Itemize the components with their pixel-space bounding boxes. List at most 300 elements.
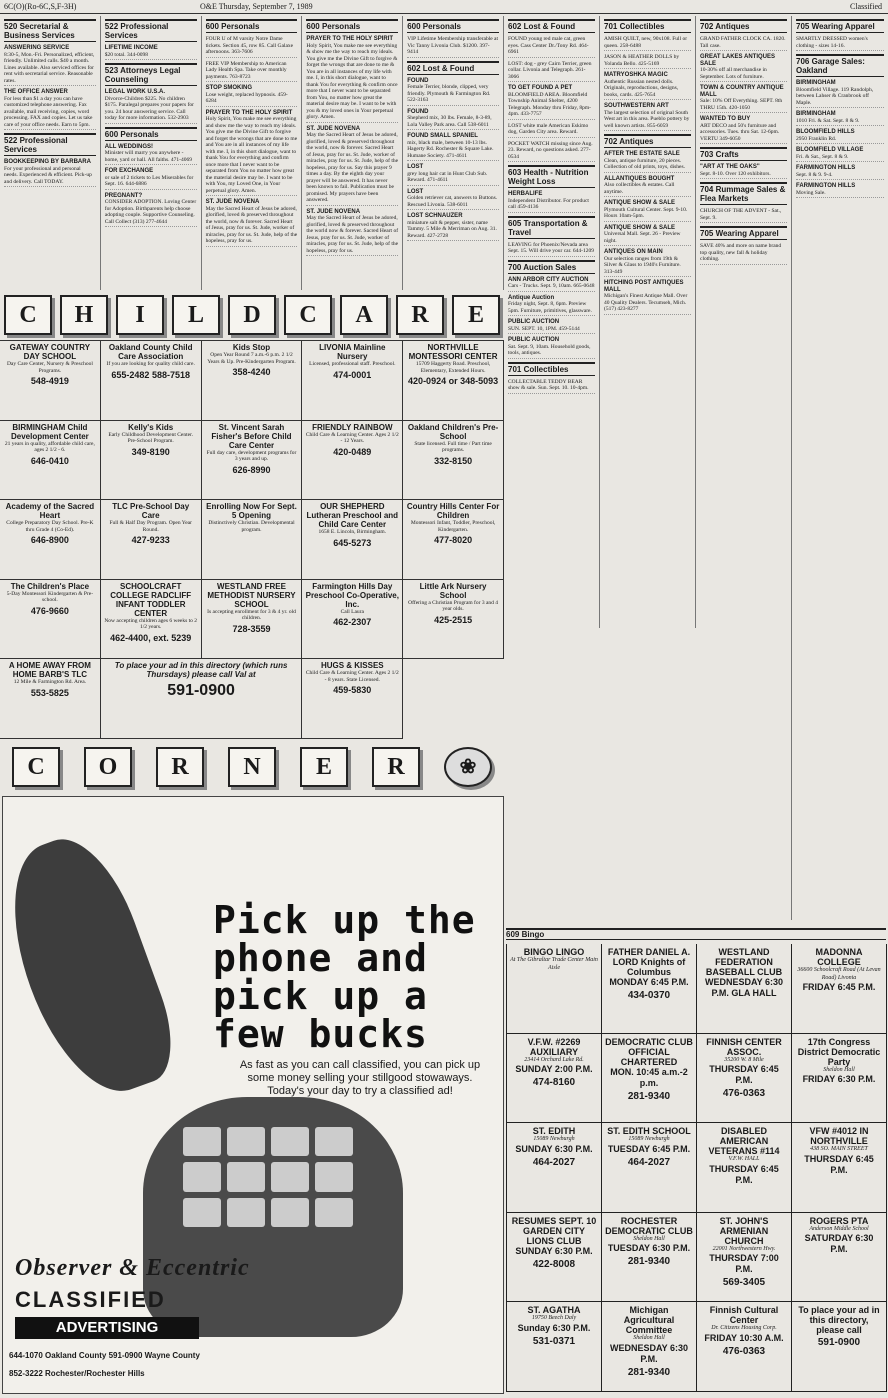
bingo-ad [697, 1123, 792, 1213]
childcare-phone: 591-0900 [167, 682, 235, 700]
ad-body: SAVE 40% and more on name brand top quality, new fall & holiday clothing. [700, 243, 782, 262]
promo-phone-line-1: 644-1070 Oakland County 591-0900 Wayne County [9, 1351, 200, 1360]
classified-ad [306, 208, 398, 257]
ad-body: Female Terrier, blonde, clipped, very friendly. Plymouth & Farmington Rd. 522-3163 [407, 84, 491, 103]
ad-body: 8:30-5, Mon.-Fri. Personalized, efficient, friendly. Unlimited calls. $40 a month. Lines available. Also serviced offices for rent with secretarial service. Reasonable rates. [4, 51, 95, 84]
bingo-ad [697, 1302, 792, 1392]
classified-ad [306, 125, 398, 206]
ad-body: COLLECTABLE TEDDY BEAR show & sale. Sun. Sept. 10. 10-4pm. [508, 378, 589, 391]
headline-line-1: Pick up the [213, 898, 476, 942]
classified-ad [407, 77, 499, 106]
ad-body: Golden retriever cat, answers to Buttons. Rescued Livonia. 538-6011 [407, 195, 498, 208]
childcare-phone: 420-0924 or 348-5093 [408, 376, 499, 386]
classified-ad [700, 207, 787, 223]
letter-block: I [116, 295, 164, 335]
classification-heading: 706 Garage Sales: Oakland [796, 54, 884, 77]
bingo-ad [792, 1123, 887, 1213]
childcare-name: FRIENDLY RAINBOW [312, 422, 393, 432]
classified-ad [700, 115, 787, 144]
classified-ad [604, 150, 691, 173]
childcare-name: Kids Stop [232, 343, 271, 352]
classified-ad [604, 102, 691, 131]
childcare-name: HUGS & KISSES [320, 661, 384, 671]
bingo-phone: 569-3405 [722, 1277, 766, 1289]
ad-headline: LOST [407, 164, 424, 170]
corner-banner [0, 744, 504, 790]
bingo-name: VFW #4012 IN NORTHVILLE [809, 1126, 869, 1147]
bingo-location: Sheldon Hall [823, 1066, 855, 1073]
bingo-location: 35200 W. 8 Mile [724, 1056, 764, 1063]
classified-ad [796, 146, 884, 162]
childcare-ad [202, 421, 303, 501]
childcare-phone: 646-8900 [30, 535, 69, 546]
advertising-title: ADVERTISING [15, 1317, 199, 1339]
childcare-ad [403, 421, 504, 501]
ad-body: Independent Distributor. For product call 459-4136 [508, 197, 589, 210]
ad-body: Bloomfield Village. 119 Randolph, between Lahser & Cranbrook off Maple. [796, 86, 874, 106]
folio-center: O&E Thursday, September 7, 1989 [200, 2, 313, 11]
ad-body: VIP Lifetime Membership transferable at Vic Tanny Livonia Club. $1200. 397-9414 [407, 36, 499, 55]
childcare-text: Distinctively Christian. Developmental program. [208, 520, 295, 533]
classification-heading: 700 Auction Sales [508, 260, 595, 274]
ad-headline: THE OFFICE ANSWER [4, 89, 68, 95]
bingo-name: ROGERS PTA [809, 1215, 869, 1226]
classified-ad [700, 84, 787, 113]
classified-column [202, 16, 303, 290]
bingo-name: ST. JOHN'S ARMENIAN CHURCH [719, 1215, 769, 1246]
childcare-text: Early Childhood Development Center. Pre-School Program. [108, 431, 193, 445]
promo-tagline: As fast as you can call classified, you can pick up some money selling your stillgood stowaways. Today's your day to try a classified ad! [239, 1059, 481, 1097]
classified-ad [407, 108, 499, 131]
bingo-name: V.F.W. #2269 AUXILIARY [527, 1036, 581, 1057]
ad-body: FOUR U of M varsity Notre Dame tickets. Section 45, row 85. Call Galaxe afternoons. 363-7606 [205, 36, 294, 55]
classified-ad [604, 53, 691, 69]
bingo-phone: 476-0363 [722, 1345, 766, 1357]
childcare-phone: 646-0410 [30, 455, 69, 466]
bingo-ad [792, 1213, 887, 1303]
bingo-ad [507, 1213, 602, 1303]
bingo-name: To place your ad in this directory, please call [798, 1305, 880, 1336]
childcare-text: Child Care & Learning Center. Ages 2 1/2 - 8 years. State Licensed. [305, 670, 399, 683]
childcare-phone: 332-8150 [434, 455, 473, 466]
classification-heading: 600 Personals [206, 19, 298, 33]
bingo-ad [602, 1034, 697, 1124]
classification-heading: 602 Lost & Found [407, 61, 499, 75]
classification-heading: 705 Wearing Apparel [700, 226, 787, 240]
classified-ad [700, 35, 787, 51]
childcare-ad [0, 659, 101, 739]
classified-column [403, 16, 504, 290]
ad-body: JASON & HEATHER DOLLS by Yolanda Bello. 425-5169 [604, 54, 680, 67]
ad-body: BLOOMFIELD AREA. Bloomfield Township Animal Shelter, 4200 Telegraph. Monday thru Friday, 8pm-4pm. 433-7757 [508, 91, 591, 117]
classified-ad [604, 35, 691, 51]
ad-headline: STOP SMOKING [205, 85, 253, 91]
ad-headline: BIRMINGHAM [796, 111, 836, 117]
bingo-ad [792, 1034, 887, 1124]
classified-ad [796, 110, 884, 126]
ad-headline: PUBLIC AUCTION [508, 319, 560, 325]
classification-heading: 522 Professional Services [4, 133, 96, 156]
ad-headline: WANTED TO BUY [700, 116, 751, 122]
classified-ad [604, 248, 691, 277]
teddy-bear-icon: ❀ [444, 747, 492, 787]
bingo-time: FRIDAY 6:45 P.M. [802, 982, 876, 992]
classification-heading: 705 Wearing Apparel [796, 19, 884, 33]
classification-heading: 702 Antiques [604, 134, 691, 148]
ad-body: Lose weight, replaced hypnosis. 459-6284 [205, 91, 288, 104]
childcare-phone: 474-0001 [333, 369, 372, 380]
classified-ad [206, 60, 298, 83]
childcare-text: Day Care Center, Nursery & Preschool Programs. [6, 361, 93, 374]
classified-ad [796, 182, 884, 198]
childcare-text: Montessori Infant, Toddler, Preschool, Kindergarten. [410, 520, 496, 533]
bingo-ad [602, 1123, 697, 1213]
ad-body: GRAND FATHER CLOCK CA. 1820. Tall case. [700, 36, 786, 49]
childcare-ad [0, 421, 101, 501]
ad-body: Authentic Russian nested dolls. Originals, reproductions, designs, books, cards. 425-7654 [604, 78, 679, 98]
ad-body: May the Sacred Heart of Jesus be adored, glorified, loved & preserved throughout the world, now & forever. Sacred Heart of Jesus, pray for us. St. Jude, worker of miracles, pray for us. St. Jude, help of the hopeless, pray for us. Say this prayer 9 times a day. By the eighth day your prayer will be answered. It has never been known to fail. Publication must be promised. My prayers have been answered. [306, 132, 399, 203]
letter-block: C [4, 295, 52, 335]
childcare-name: LIVONIA Mainline Nursery [319, 343, 386, 361]
classified-ad [4, 44, 96, 86]
bingo-name: FINNISH CENTER ASSOC. [706, 1036, 782, 1057]
ad-body: SUN. SEPT. 10, 1PM. 459-5144 [508, 325, 580, 332]
ad-headline: MATRYOSHKA MAGIC [604, 72, 668, 78]
ad-body: Minister will marry you anywhere - home, yard or hall. All faiths. 471-4069 [104, 150, 193, 163]
bingo-time: THURSDAY 6:45 P.M. [804, 1153, 874, 1175]
classified-ad [604, 199, 691, 222]
classification-heading: 702 Antiques [700, 19, 787, 33]
letter-block: R [372, 747, 420, 787]
classified-ad [508, 378, 595, 394]
childcare-ad [0, 341, 101, 421]
childcare-directory [0, 340, 504, 739]
classified-ad [508, 241, 595, 257]
childcare-ad [101, 341, 202, 421]
ad-headline: PUBLIC AUCTION [508, 337, 560, 343]
classified-ad [796, 164, 884, 180]
folio-left: 6C(O)(Ro-6C,S,F-3H) [4, 2, 77, 11]
classified-ad [508, 60, 595, 83]
bingo-time: SATURDAY 6:30 P.M. [804, 1233, 874, 1255]
bingo-location: 36600 Schoolcraft Road (At Levan Road) Livonia [797, 967, 881, 981]
ad-body: $20 total. 344-0098 [104, 51, 149, 58]
ad-body: ART DECO and 50's furniture and accessories. Tues. thru Sat. 12-6pm. VERTU 349-6050 [700, 122, 780, 142]
bingo-time: THURSDAY 6:45 P.M. [709, 1064, 779, 1086]
letter-block: E [300, 747, 348, 787]
classification-heading: 701 Collectibles [508, 362, 595, 376]
classified-promo-ad [2, 796, 504, 1394]
bingo-location: V.F.W. HALL [728, 1156, 760, 1163]
ad-headline: AFTER THE ESTATE SALE [604, 151, 680, 157]
bingo-name: MADONNA COLLEGE [815, 947, 863, 967]
classified-ad [105, 88, 197, 124]
letter-block: O [84, 747, 132, 787]
ad-headline: ANSWERING SERVICE [4, 45, 70, 51]
classification-heading: 703 Crafts [700, 147, 787, 161]
ad-headline: ANTIQUE SHOW & SALE [604, 200, 676, 206]
letter-block: A [340, 295, 388, 335]
classified-ad [508, 294, 595, 317]
childcare-phone: 420-0489 [333, 446, 372, 457]
telephone-keypad-icon [183, 1127, 353, 1227]
childcare-ad [0, 500, 101, 580]
ad-headline: SOUTHWESTERN ART [604, 103, 669, 109]
classified-ad [508, 190, 595, 213]
classified-ad [105, 192, 197, 228]
childcare-text: Offering a Christian Program for 3 and 4 year olds. [408, 599, 499, 613]
classified-ad [508, 276, 595, 292]
classification-heading: 600 Personals [105, 127, 197, 141]
bingo-ad [602, 944, 697, 1034]
childcare-text: Full day care, development programs for 3 years and up. [206, 449, 297, 463]
classified-ad [604, 224, 691, 247]
classification-heading: 600 Personals [306, 19, 398, 33]
classified-ad [206, 198, 298, 247]
bingo-time: SUNDAY 6:30 P.M. [515, 1143, 593, 1154]
classified-ad [206, 35, 298, 58]
promo-headline [213, 898, 476, 1056]
childcare-text: 15709 Haggerty Road. Preschool, Elementary, Extended Hours. [415, 361, 491, 374]
bingo-name: BINGO LINGO [523, 947, 585, 957]
ad-headline: BOOKKEEPING BY BARBARA [4, 159, 91, 165]
classification-heading: 600 Personals [407, 19, 499, 33]
bingo-name: FATHER DANIEL A. LORD Knights of Columbus [607, 947, 691, 977]
childcare-name: St. Vincent Sarah Fisher's Before Child Care Center [211, 422, 292, 450]
childcare-name: Enrolling Now For Sept. 5 Opening [206, 502, 297, 521]
classified-column [0, 16, 101, 290]
bingo-phone: 422-8008 [532, 1258, 576, 1270]
bingo-time: Sunday 6:30 P.M. [517, 1322, 591, 1333]
ad-headline: FOUND SMALL SPANIEL [407, 133, 478, 139]
bingo-location: At The Gibraltar Trade Center Main Aisle [510, 957, 598, 971]
childcare-phone: 476-9660 [30, 605, 69, 616]
classified-ad [604, 279, 691, 315]
childcare-name: Country Hills Center For Children [406, 502, 500, 521]
page-folio [0, 0, 888, 14]
ad-body: Shepherd mix, 30 lbs. Female, 8-3-89, Lola Valley Park area. Call 538-6011 [407, 115, 492, 128]
childcare-text: State licensed. Full time / Part time programs. [414, 440, 492, 454]
newspaper-masthead: Observer & Eccentric [15, 1255, 250, 1281]
bingo-time: TUESDAY 6:45 P.M. [607, 1143, 691, 1154]
ad-body: AMISH QUILT, new, 90x108. Full or queen. 258-6488 [604, 36, 688, 49]
childcare-ad [403, 341, 504, 421]
bingo-phone: 281-9340 [627, 1090, 671, 1102]
bingo-location: 438 SO. MAIN STREET [810, 1146, 868, 1153]
bingo-phone: 531-0371 [532, 1335, 576, 1347]
classified-column [696, 16, 792, 920]
bingo-name: DEMOCRATIC CLUB OFFICIAL CHARTERED [605, 1036, 693, 1067]
ad-body: For your professional and personal needs. Experienced & efficient. Pick-up and delivery. Call TODAY. [4, 165, 92, 185]
childcare-ad [0, 580, 101, 660]
ad-headline: GREAT LAKES ANTIQUES SALE [700, 54, 776, 67]
bingo-ad [697, 1213, 792, 1303]
bingo-location: 15089 Newburgh [533, 1136, 575, 1143]
ad-headline: FOR EXCHANGE [104, 168, 154, 174]
bingo-section-head: 609 Bingo [506, 928, 886, 940]
headline-line-4: few bucks [213, 1012, 428, 1056]
ad-headline: PREGNANT? [104, 192, 143, 199]
ad-body: Moving Sale. [796, 189, 826, 196]
ad-headline: ST. JUDE NOVENA [306, 125, 361, 132]
ad-body: miniature salt & pepper, sister, name Tammy. 5 Mile & Merriman on Aug. 31. Reward. 427-2728 [407, 219, 497, 239]
bingo-ad [602, 1302, 697, 1392]
ad-headline: TOWN & COUNTRY ANTIQUE MALL [700, 85, 784, 98]
ad-body: Clean, antique furniture, 20 pieces. Collection of old prints, toys, dishes. [604, 157, 685, 170]
bingo-time: WEDNESDAY 6:30 P.M. [609, 1342, 689, 1364]
classified-ad [306, 35, 398, 123]
ad-headline: FOUND [407, 77, 429, 84]
childcare-name: GATEWAY COUNTRY DAY SCHOOL [9, 343, 91, 361]
bingo-location: Dr. Citizens Housing Corp. [711, 1325, 777, 1332]
classification-heading: 605 Transportation & Travel [508, 216, 595, 239]
ad-body: Fri. & Sat., Sept. 8 & 9. [796, 153, 849, 160]
bingo-time: TUESDAY 6:30 P.M. [607, 1243, 691, 1254]
ad-body: 1010 Fri. & Sat. Sept. 8 & 9. [796, 117, 860, 124]
classified-ad [105, 143, 197, 166]
childcare-phone: 462-4400, ext. 5239 [110, 632, 192, 643]
childcare-text: 21 years in quality, affordable child care, ages 2 1/2 - 6. [4, 440, 95, 454]
ad-headline: ST. JUDE NOVENA [306, 208, 361, 215]
childcare-ad [302, 659, 403, 739]
classified-ad [796, 128, 884, 144]
childcare-text: Licensed, professional staff. Preschool. [309, 361, 396, 367]
ad-body: LEAVING for Phoenix/Nevada area Sept. 15. Will drive your car. 644-1209 [508, 241, 594, 254]
classification-heading: 701 Collectibles [604, 19, 691, 33]
ad-headline: ST. JUDE NOVENA [205, 199, 260, 205]
childcare-phone: 655-2482 588-7518 [111, 369, 190, 380]
classified-ad [105, 167, 197, 190]
classified-ad [407, 132, 499, 161]
childcare-phone: 459-5830 [333, 685, 372, 696]
bingo-time: FRIDAY 6:30 P.M. [802, 1074, 876, 1085]
classified-ad [700, 163, 787, 179]
bingo-ad [507, 1123, 602, 1213]
bingo-name: RESUMES SEPT. 10 GARDEN CITY LIONS CLUB [511, 1215, 597, 1246]
bingo-name: DISABLED AMERICAN VETERANS #114 [708, 1126, 780, 1157]
childcare-text: If you are looking for quality child care. [106, 361, 195, 367]
bingo-phone: 591-0900 [817, 1337, 861, 1349]
bingo-location: Sheldon Hall [633, 1235, 665, 1242]
bingo-location: 19750 Beech Daly [531, 1315, 577, 1322]
ad-body: Also collectibles & estates. Call anytime. [604, 182, 675, 195]
bingo-phone: 464-2027 [532, 1156, 576, 1168]
ad-headline: FARMINGTON HILLS [796, 165, 856, 171]
ad-body: Sept. 8 & 9. 9-4. [796, 171, 833, 178]
childcare-banner [0, 292, 504, 338]
ad-headline: LOST [407, 188, 424, 195]
childcare-name: NORTHVILLE MONTESSORI CENTER [408, 343, 498, 361]
ad-headline: BLOOMFIELD HILLS [796, 129, 855, 135]
childcare-name: OUR SHEPHERD Lutheran Preschool and Child Care Center [306, 502, 399, 530]
childcare-text: Call Laura [340, 608, 364, 615]
childcare-phone: 462-2307 [333, 617, 372, 628]
classified-column [792, 16, 888, 920]
classified-ad [407, 163, 499, 186]
classified-ad [796, 79, 884, 108]
ad-headline: ANN ARBOR CITY AUCTION [508, 276, 589, 283]
ad-body: Sale: 10% Off Everything. SEPT. 8th THRU 15th. 420-1050 [700, 98, 783, 111]
childcare-ad [302, 500, 403, 580]
childcare-ad [101, 659, 303, 739]
classified-ad [700, 53, 787, 82]
classified-ad [206, 84, 298, 107]
childcare-phone: 349-8190 [131, 446, 170, 457]
childcare-text: Now accepting children ages 6 weeks to 2 1/2 years. [104, 617, 198, 631]
childcare-name: WESTLAND FREE METHODIST NURSERY SCHOOL [207, 581, 296, 609]
bingo-time: THURSDAY 6:45 P.M. [709, 1163, 779, 1185]
ad-body: FREE VIP Membership to American Lady Health Spa. Take over monthly payments. 763-8723 [205, 60, 287, 80]
classification-heading: 522 Professional Services [105, 19, 197, 42]
promo-phone-line-2: 852-3222 Rochester/Rochester Hills [9, 1369, 145, 1378]
ad-body: 2950 Franklin Rd. [796, 135, 837, 142]
bingo-ad [792, 944, 887, 1034]
ad-headline: BIRMINGHAM [796, 80, 836, 86]
ad-headline: TO GET FOUND A PET [508, 85, 573, 91]
ad-body: grey long hair cat in Hunt Club Sub. Reward. 471-4611 [407, 170, 488, 183]
bingo-name: Michigan Agricultural Committee [623, 1305, 675, 1336]
childcare-phone: 553-5825 [30, 687, 69, 698]
bingo-ad [507, 1302, 602, 1392]
ad-body: LOST white male American Eskimo dog, Garden City area. Reward. [508, 122, 589, 135]
classified-ad [508, 35, 595, 58]
ad-body: Friday night, Sept. 8, 6pm. Preview 5pm. Furniture, primitives, glassware. [508, 301, 592, 314]
classified-ad [700, 242, 787, 265]
classified-ad [407, 188, 499, 211]
ad-body: For less than $1 a day you can have customized telephone answering. Fax available, mail receiving, copies, word processing. FAX and copies. Let us take care of your office needs. Earn to 5pm. [4, 95, 93, 128]
ad-headline: HITCHING POST ANTIQUES MALL [604, 280, 684, 293]
letter-block: D [228, 295, 276, 335]
ad-headline: "ART AT THE OAKS" [700, 164, 760, 170]
ad-body: Plymouth Cultural Center. Sept. 9-10. Hours 10am-5pm. [604, 206, 688, 219]
ad-body: LOST: dog - grey Cairn Terrier, green collar. Livonia and Telegraph. 261-3066 [508, 60, 592, 80]
ad-headline: LIFETIME INCOME [104, 45, 158, 51]
childcare-phone: 358-4240 [232, 367, 271, 377]
childcare-name: The Children's Place [10, 581, 90, 591]
ad-body: POCKET WATCH missing since Aug. 23. Reward, no questions asked. 277-0534 [508, 140, 593, 160]
childcare-phone: 425-2515 [434, 614, 473, 625]
childcare-phone: 477-8020 [434, 535, 473, 546]
classified-ad [4, 158, 96, 187]
childcare-phone: 427-9233 [131, 535, 170, 546]
childcare-name: Oakland Children's Pre-School [407, 422, 499, 441]
ad-body: 10-30% off all merchandise in September. Lots of furniture. [700, 67, 767, 80]
ad-body: mix, black male, between 10-13 lbs. Hagerty Rd. Rochester & Square Lake. Humane Society. 471-4611 [407, 139, 494, 159]
classified-ad [508, 318, 595, 334]
childcare-ad [202, 500, 303, 580]
ad-headline: PRAYER TO THE HOLY SPIRIT [205, 109, 293, 116]
classified-title: CLASSIFIED [15, 1287, 166, 1312]
childcare-text: 1658 E. Lincoln, Birmingham. [318, 529, 387, 536]
ad-headline: LOST SCHNAUZER [407, 213, 463, 219]
childcare-text: College Preparatory Day School. Pre-K thru Grade 4 (Co-Ed). [6, 520, 94, 533]
bingo-ad [792, 1302, 887, 1392]
classified-ad [407, 35, 499, 58]
bingo-name: ST. EDITH SCHOOL [607, 1126, 691, 1137]
ad-body: CONSIDER ADOPTION. Loving Center for Adoption. Birthparents help choose adopting couple. Supportive Counseling. Call Collect (313) 277-4644 [104, 199, 197, 225]
letter-block: H [60, 295, 108, 335]
childcare-ad [202, 580, 303, 660]
bingo-time: FRIDAY 10:30 A.M. [704, 1332, 784, 1343]
childcare-ad [302, 341, 403, 421]
bingo-phone: 281-9340 [627, 1366, 671, 1378]
bingo-phone: 474-8160 [532, 1077, 576, 1089]
childcare-name: Academy of the Sacred Heart [5, 502, 95, 521]
bingo-time: SUNDAY 6:30 P.M. [515, 1245, 593, 1256]
letter-block: C [284, 295, 332, 335]
childcare-text: 5-Day Montessori Kindergarten & Pre-school. [6, 590, 94, 604]
bingo-time: THURSDAY 7:00 P.M. [709, 1253, 779, 1275]
